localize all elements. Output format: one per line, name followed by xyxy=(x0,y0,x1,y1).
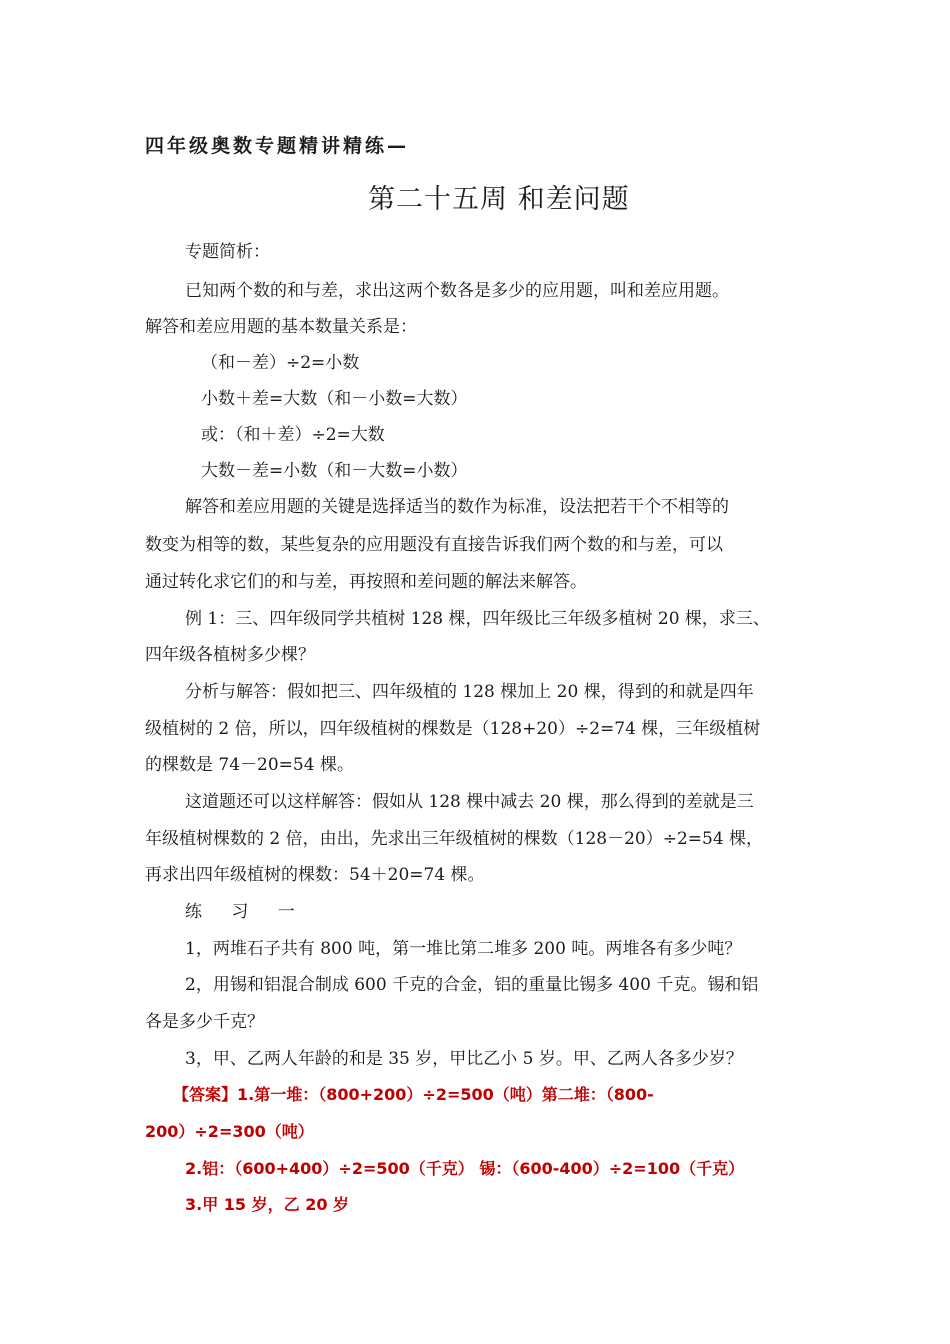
key-paragraph-line: 解答和差应用题的关键是选择适当的数作为标准，设法把若干个不相等的 xyxy=(185,497,729,517)
answer-line: 200）÷2=300（吨） xyxy=(145,1122,314,1141)
analysis-line: 级植树的 2 倍，所以，四年级植树的棵数是（128+20）÷2=74 棵，三年级植树 xyxy=(145,719,761,739)
intro-paragraph-line: 已知两个数的和与差，求出这两个数各是多少的应用题，叫和差应用题。 xyxy=(185,281,729,301)
formula-line: （和－差）÷2=小数 xyxy=(201,353,360,373)
key-paragraph-line: 数变为相等的数，某些复杂的应用题没有直接告诉我们两个数的和与差，可以 xyxy=(145,535,723,555)
formula-line: 大数－差=小数（和－大数=小数） xyxy=(201,461,468,481)
key-paragraph-line: 通过转化求它们的和与差，再按照和差问题的解法来解答。 xyxy=(145,572,587,592)
answer-line: 【答案】1.第一堆：（800+200）÷2=500（吨）第二堆：（800- xyxy=(173,1085,654,1104)
practice-label: 练 习 一 xyxy=(185,902,307,922)
alternative-line: 年级植树棵数的 2 倍，由出，先求出三年级植树的棵数（128－20）÷2=54 棵， xyxy=(145,829,764,849)
formula-line: 小数＋差=大数（和－小数=大数） xyxy=(201,389,468,409)
example-line: 四年级各植树多少棵？ xyxy=(145,645,315,665)
alternative-line: 再求出四年级植树的棵数：54＋20=74 棵。 xyxy=(145,865,485,885)
page-title: 第二十五周 和差问题 xyxy=(368,184,630,215)
series-header: 四年级奥数专题精讲精练— xyxy=(145,135,410,157)
intro-label: 专题简析： xyxy=(185,242,270,262)
question-line: 3，甲、乙两人年龄的和是 35 岁，甲比乙小 5 岁。甲、乙两人各多少岁？ xyxy=(185,1049,743,1069)
answer-line: 2.铝：（600+400）÷2=500（千克） 锡：（600-400）÷2=100（千克） xyxy=(185,1159,745,1178)
intro-paragraph-line: 解答和差应用题的基本数量关系是： xyxy=(145,317,417,337)
question-line: 1，两堆石子共有 800 吨，第一堆比第二堆多 200 吨。两堆各有多少吨？ xyxy=(185,939,742,959)
formula-line: 或：（和＋差）÷2=大数 xyxy=(201,425,385,445)
question-line: 各是多少千克？ xyxy=(145,1012,264,1032)
question-line: 2，用锡和铝混合制成 600 千克的合金，铝的重量比锡多 400 千克。锡和铝 xyxy=(185,975,759,995)
analysis-line: 分析与解答：假如把三、四年级植的 128 棵加上 20 棵，得到的和就是四年 xyxy=(185,682,754,702)
example-line: 例 1：三、四年级同学共植树 128 棵，四年级比三年级多植树 20 棵，求三、 xyxy=(185,609,770,629)
answer-line: 3.甲 15 岁，乙 20 岁 xyxy=(185,1195,350,1214)
alternative-line: 这道题还可以这样解答：假如从 128 棵中减去 20 棵，那么得到的差就是三 xyxy=(185,792,754,812)
analysis-line: 的棵数是 74－20=54 棵。 xyxy=(145,755,354,775)
